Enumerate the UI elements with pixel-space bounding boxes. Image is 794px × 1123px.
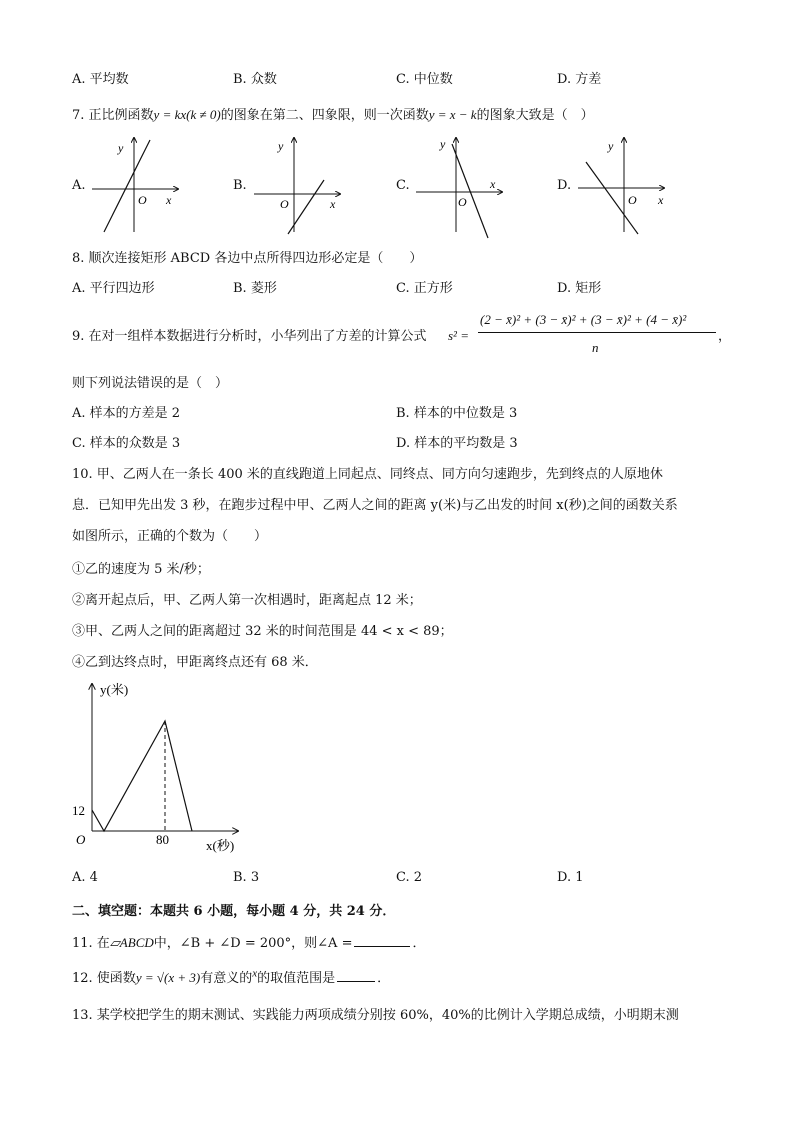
q11-suffix: ． bbox=[412, 936, 426, 951]
q10-statement-1: ①乙的速度为 5 米/秒； bbox=[72, 562, 210, 577]
q8-stem: 8. 顺次连接矩形 ABCD 各边中点所得四边形必定是（ ） bbox=[72, 251, 423, 266]
x-label: x bbox=[166, 193, 172, 207]
x-axis-label: x(秒) bbox=[206, 838, 235, 853]
x-label: x bbox=[330, 197, 336, 211]
q7-graph-c bbox=[412, 132, 512, 242]
q10-option-d: D. 1 bbox=[557, 870, 584, 885]
q10-statement-4: ④乙到达终点时，甲距离终点还有 68 米． bbox=[72, 655, 318, 670]
q12-func: y = √(x + 3) bbox=[135, 970, 201, 985]
q9-denominator: n bbox=[592, 340, 599, 355]
y-label: y bbox=[278, 139, 284, 153]
origin-label: O bbox=[280, 197, 289, 211]
q6-option-c: C. 中位数 bbox=[396, 72, 453, 87]
q9-option-d: D. 样本的平均数是 3 bbox=[396, 436, 518, 451]
q7-stem bbox=[72, 104, 594, 123]
q7-prefix: 7. 正比例函数 bbox=[72, 108, 154, 123]
q9-numerator: (2 − x̄)² + (3 − x̄)² + (3 − x̄)² + (4 − x̄)² bbox=[480, 312, 687, 327]
q9-s2: s² = bbox=[448, 328, 469, 343]
q10-option-b: B. 3 bbox=[233, 870, 260, 885]
q12-prefix: 12. 使函数 bbox=[72, 971, 136, 986]
q12-stem bbox=[72, 967, 390, 986]
graph-line bbox=[452, 144, 488, 238]
q9-fraction-bar bbox=[478, 332, 716, 333]
y-label: y bbox=[118, 141, 124, 155]
y-label: y bbox=[608, 139, 614, 153]
q10-line1: 10. 甲、乙两人在一条长 400 米的直线跑道上同起点、同终点、同方向匀速跑步，先到终点的人原地休 bbox=[72, 467, 663, 482]
origin-label: O bbox=[458, 195, 467, 209]
q7-middle: 的图象在第二、四象限，则一次函数 bbox=[220, 108, 429, 123]
x-label: x bbox=[658, 193, 664, 207]
section-2-title: 二、填空题：本题共 6 小题，每小题 4 分，共 24 分． bbox=[72, 904, 396, 919]
q12-suffix2: 的取值范围是 bbox=[257, 971, 336, 986]
x-label: x bbox=[490, 177, 496, 191]
q7-graph-label-a: A. bbox=[72, 178, 86, 193]
q7-graph-a bbox=[88, 132, 188, 242]
q7-graph-d bbox=[574, 132, 674, 242]
origin-label: O bbox=[76, 832, 86, 847]
q7-suffix: 的图象大致是（ ） bbox=[476, 108, 594, 123]
y-axis-label: y(米) bbox=[100, 682, 129, 697]
q12-middle: 有意义的 bbox=[200, 971, 253, 986]
q8-option-d: D. 矩形 bbox=[557, 281, 602, 296]
q10-line2: 息．已知甲先出发 3 秒，在跑步过程中甲、乙两人之间的距离 y(米)与乙出发的时间 x(秒)之间的函数关系 bbox=[72, 498, 678, 513]
y-label: y bbox=[440, 137, 446, 151]
q10-line3: 如图所示，正确的个数为（ ） bbox=[72, 529, 268, 544]
x-tick-80: 80 bbox=[156, 832, 169, 847]
q10-option-c: C. 2 bbox=[396, 870, 423, 885]
q13-stem: 13. 某学校把学生的期末测试、实践能力两项成绩分别按 60%，40%的比例计入学期总成绩，小明期末测 bbox=[72, 1008, 679, 1023]
q9-option-b: B. 样本的中位数是 3 bbox=[396, 406, 518, 421]
q7-graph-label-d: D. bbox=[557, 178, 572, 193]
q7-func2: y = x − k bbox=[428, 107, 477, 122]
q12-var: x bbox=[252, 967, 258, 980]
q8-option-a: A. 平行四边形 bbox=[72, 281, 155, 296]
q9-line2: 则下列说法错误的是（ ） bbox=[72, 376, 229, 391]
distance-curve bbox=[92, 721, 192, 831]
graph-line bbox=[104, 140, 150, 232]
graph-line bbox=[288, 180, 324, 234]
q10-graph bbox=[70, 678, 250, 858]
q7-graph-label-c: C. bbox=[396, 178, 410, 193]
q7-graph-b bbox=[250, 132, 350, 242]
q11-stem bbox=[72, 932, 425, 951]
q8-option-b: B. 菱形 bbox=[233, 281, 277, 296]
q11-shape: ▱ABCD bbox=[109, 935, 154, 950]
q9-stem: 9. 在对一组样本数据进行分析时，小华列出了方差的计算公式 bbox=[72, 329, 427, 344]
q9-option-c: C. 样本的众数是 3 bbox=[72, 436, 181, 451]
q10-statement-2: ②离开起点后，甲、乙两人第一次相遇时，距离起点 12 米； bbox=[72, 593, 422, 608]
origin-label: O bbox=[628, 193, 637, 207]
q11-answer-blank[interactable] bbox=[354, 934, 410, 947]
q6-option-d: D. 方差 bbox=[557, 72, 602, 87]
q12-end: ． bbox=[377, 971, 391, 986]
q6-option-a: A. 平均数 bbox=[72, 72, 129, 87]
q6-option-b: B. 众数 bbox=[233, 72, 277, 87]
q10-option-a: A. 4 bbox=[72, 870, 98, 885]
q9-comma: ， bbox=[718, 329, 732, 344]
q12-answer-blank[interactable] bbox=[337, 969, 375, 982]
y-tick-12: 12 bbox=[72, 803, 85, 818]
q11-prefix: 11. 在 bbox=[72, 936, 110, 951]
q7-func1: y = kx(k ≠ 0) bbox=[153, 107, 221, 122]
q7-graph-label-b: B. bbox=[233, 178, 247, 193]
q9-option-a: A. 样本的方差是 2 bbox=[72, 406, 181, 421]
q10-statement-3: ③甲、乙两人之间的距离超过 32 米的时间范围是 44 < x < 89； bbox=[72, 624, 453, 639]
origin-label: O bbox=[138, 193, 147, 207]
q8-option-c: C. 正方形 bbox=[396, 281, 453, 296]
q11-middle: 中，∠B + ∠D = 200°，则∠A = bbox=[153, 936, 353, 951]
